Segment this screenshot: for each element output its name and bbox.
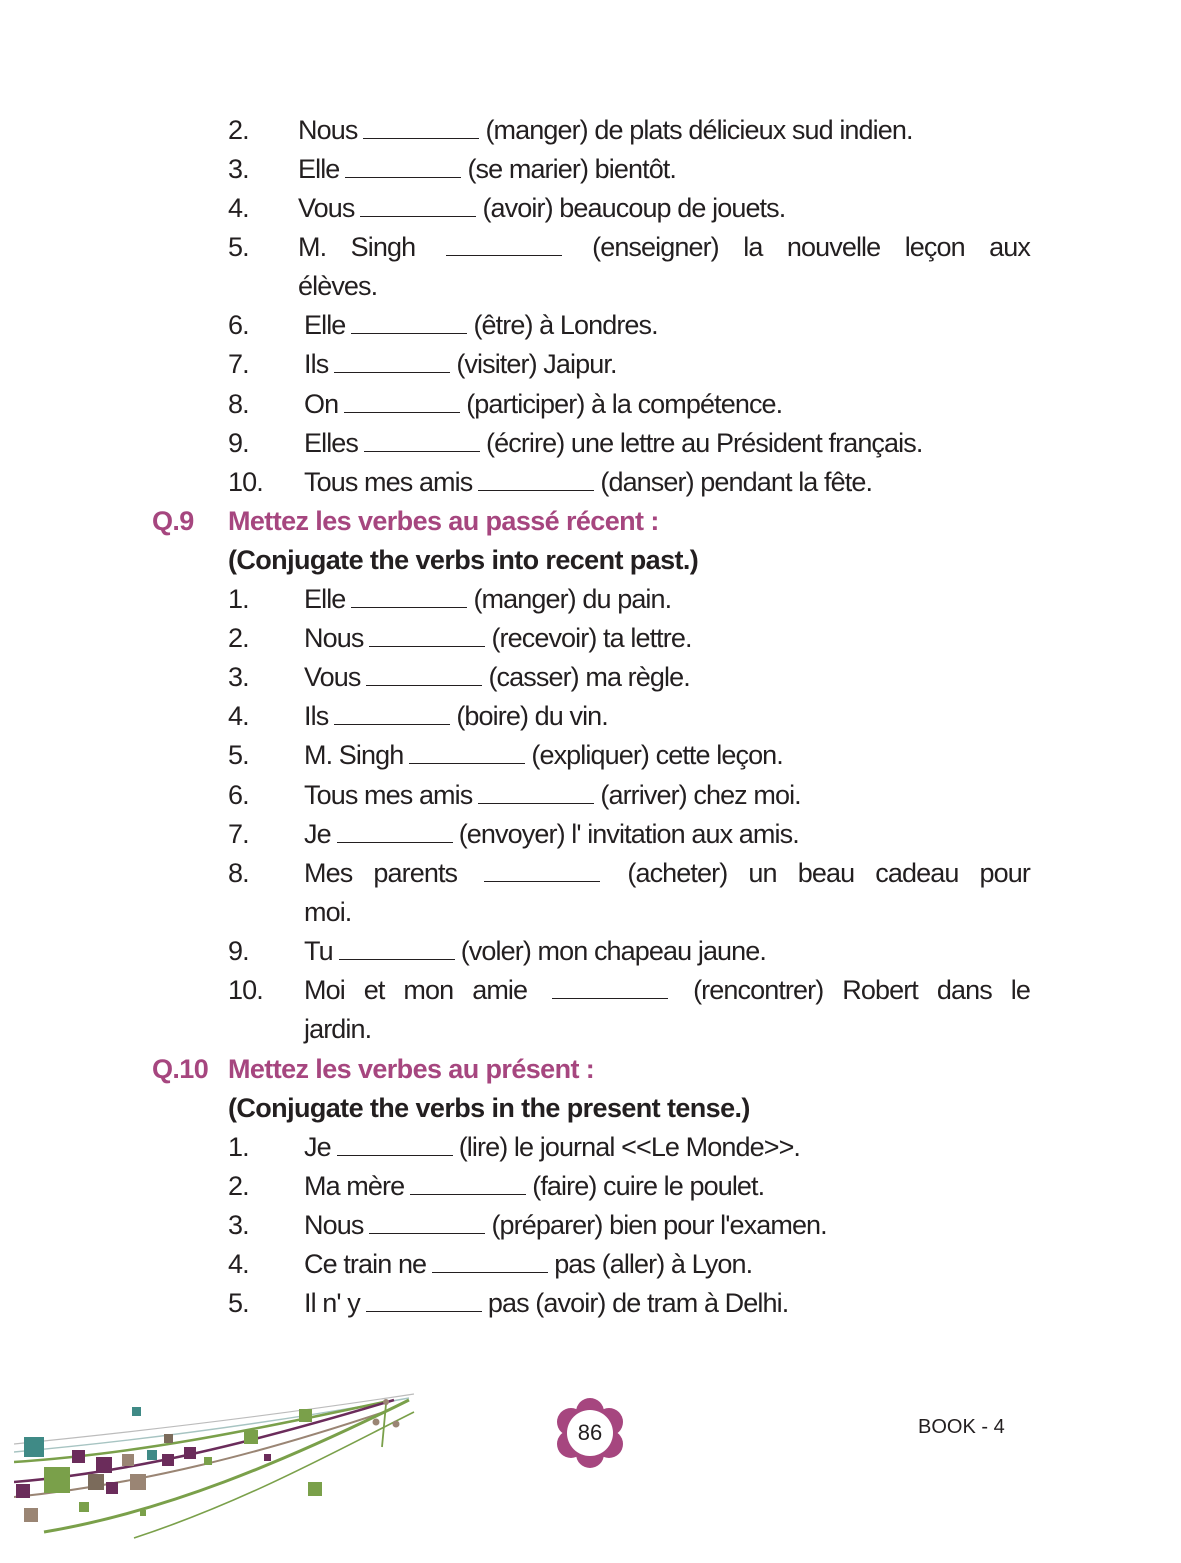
list-item (228, 776, 1030, 815)
item-number: 2. (228, 115, 249, 145)
page-number: 86 (577, 1420, 603, 1445)
answer-blank[interactable] (366, 659, 482, 686)
question-number: Q.9 (152, 506, 194, 536)
answer-blank[interactable] (369, 620, 485, 647)
item-rest: (expliquer) cette leçon. (531, 740, 783, 770)
item-subject: Ils (304, 349, 329, 379)
list-item (228, 932, 1030, 971)
item-subject: Vous (298, 193, 355, 223)
item-rest: (manger) du pain. (473, 584, 672, 614)
answer-blank[interactable] (364, 425, 480, 452)
item-rest: (boire) du vin. (456, 701, 608, 731)
item-subject: Ma mère (304, 1171, 405, 1201)
item-number: 10. (228, 975, 263, 1005)
item-rest: (danser) pendant la fête. (600, 467, 873, 497)
item-continuation: élèves. (298, 271, 378, 301)
item-subject: Je (304, 819, 331, 849)
list-item (228, 189, 1030, 228)
list-item (228, 1167, 1030, 1206)
answer-blank[interactable] (432, 1246, 548, 1273)
answer-blank[interactable] (369, 1207, 485, 1234)
answer-blank[interactable] (552, 972, 668, 999)
list-item (228, 150, 1030, 189)
answer-blank[interactable] (446, 229, 562, 256)
item-subject: M. Singh (304, 740, 404, 770)
item-subject: Tous mes amis (304, 467, 473, 497)
justified-line (304, 971, 1030, 1010)
item-number: 5. (228, 232, 249, 262)
answer-blank[interactable] (337, 816, 453, 843)
item-subject: Nous (298, 115, 358, 145)
item-rest: (participer) à la compétence. (466, 389, 783, 419)
list-item (228, 658, 1030, 697)
question-title: Mettez les verbes au présent : (228, 1054, 595, 1084)
item-subject: Vous (304, 662, 361, 692)
item-number: 8. (228, 389, 249, 419)
item-number: 4. (228, 193, 249, 223)
item-number: 7. (228, 349, 249, 379)
item-rest: (écrire) une lettre au Président français. (486, 428, 923, 458)
item-number: 3. (228, 662, 249, 692)
item-number: 7. (228, 819, 249, 849)
item-number: 6. (228, 310, 249, 340)
answer-blank[interactable] (339, 933, 455, 960)
item-rest: (acheter) un beau cadeau pour (627, 858, 1030, 888)
item-number: 8. (228, 858, 249, 888)
item-number: 2. (228, 623, 249, 653)
item-rest: (manger) de plats délicieux sud indien. (485, 115, 913, 145)
answer-blank[interactable] (344, 386, 460, 413)
item-subject: Elle (298, 154, 340, 184)
item-subject: Tu (304, 936, 333, 966)
item-subject: Nous (304, 623, 364, 653)
item-number: 6. (228, 780, 249, 810)
list-item (228, 736, 1030, 775)
item-number: 1. (228, 1132, 249, 1162)
list-item (228, 697, 1030, 736)
item-subject: On (304, 389, 339, 419)
item-subject: Je (304, 1132, 331, 1162)
item-subject: Moi et mon amie (304, 975, 528, 1005)
question-title: Mettez les verbes au passé récent : (228, 506, 659, 536)
answer-blank[interactable] (337, 1129, 453, 1156)
list-item (228, 345, 1030, 384)
list-item (228, 580, 1030, 619)
item-continuation: moi. (304, 897, 352, 927)
item-rest: (enseigner) la nouvelle leçon aux (592, 232, 1031, 262)
decorative-swirl-icon (14, 1392, 424, 1542)
item-subject: Nous (304, 1210, 364, 1240)
list-item (228, 1284, 1030, 1323)
item-number: 5. (228, 740, 249, 770)
list-item (228, 1128, 1030, 1167)
item-rest: (lire) le journal <<Le Monde>>. (458, 1132, 801, 1162)
list-item (228, 385, 1030, 424)
item-rest: (avoir) beaucoup de jouets. (482, 193, 786, 223)
item-rest: (casser) ma règle. (488, 662, 690, 692)
item-subject: Tous mes amis (304, 780, 473, 810)
item-rest: (être) à Londres. (473, 310, 658, 340)
item-rest: (arriver) chez moi. (600, 780, 801, 810)
question-subtitle: (Conjugate the verbs into recent past.) (228, 545, 699, 575)
answer-blank[interactable] (410, 1168, 526, 1195)
list-item (228, 854, 1030, 893)
list-item (228, 228, 1030, 267)
item-rest: (rencontrer) Robert dans le (693, 975, 1030, 1005)
question-number: Q.10 (152, 1054, 209, 1084)
answer-blank[interactable] (363, 112, 479, 139)
question-heading-q10 (152, 1050, 852, 1089)
item-subject: Mes parents (304, 858, 458, 888)
item-rest: (envoyer) l' invitation aux amis. (458, 819, 799, 849)
question-subtitle: (Conjugate the verbs in the present tense.) (228, 1093, 750, 1123)
list-item (228, 424, 1030, 463)
item-number: 4. (228, 701, 249, 731)
answer-blank[interactable] (409, 737, 525, 764)
book-label: BOOK - 4 (918, 1416, 1005, 1438)
item-number: 2. (228, 1171, 249, 1201)
answer-blank[interactable] (366, 1285, 482, 1312)
answer-blank[interactable] (360, 190, 476, 217)
item-number: 1. (228, 584, 249, 614)
item-number: 9. (228, 936, 249, 966)
question-heading-q9 (152, 502, 852, 541)
answer-blank[interactable] (484, 855, 600, 882)
answer-blank[interactable] (351, 307, 467, 334)
justified-line (298, 228, 1030, 267)
item-number: 3. (228, 1210, 249, 1240)
item-rest: (se marier) bientôt. (467, 154, 677, 184)
item-subject: Il n' y (304, 1288, 360, 1318)
answer-blank[interactable] (334, 346, 450, 373)
item-subject: M. Singh (298, 232, 416, 262)
answer-blank[interactable] (478, 777, 594, 804)
item-number: 5. (228, 1288, 249, 1318)
list-item (228, 971, 1030, 1010)
item-continuation: jardin. (304, 1014, 372, 1044)
list-item (228, 306, 1030, 345)
item-subject: Elle (304, 310, 346, 340)
page-number-badge (553, 1398, 627, 1468)
answer-blank[interactable] (478, 464, 594, 491)
item-rest: pas (avoir) de tram à Delhi. (487, 1288, 789, 1318)
item-rest: (recevoir) ta lettre. (491, 623, 692, 653)
item-subject: Ce train ne (304, 1249, 427, 1279)
answer-blank[interactable] (334, 698, 450, 725)
item-rest: (préparer) bien pour l'examen. (491, 1210, 827, 1240)
answer-blank[interactable] (351, 581, 467, 608)
item-number: 4. (228, 1249, 249, 1279)
item-subject: Elles (304, 428, 359, 458)
item-rest: (faire) cuire le poulet. (532, 1171, 765, 1201)
item-rest: (visiter) Jaipur. (456, 349, 617, 379)
list-item (228, 111, 1030, 150)
item-rest: pas (aller) à Lyon. (554, 1249, 753, 1279)
list-item (228, 463, 1030, 502)
list-item (228, 1245, 1030, 1284)
item-subject: Elle (304, 584, 346, 614)
item-number: 10. (228, 467, 263, 497)
list-item (228, 815, 1030, 854)
answer-blank[interactable] (345, 151, 461, 178)
list-item (228, 1206, 1030, 1245)
list-item (228, 619, 1030, 658)
item-rest: (voler) mon chapeau jaune. (460, 936, 767, 966)
item-subject: Ils (304, 701, 329, 731)
item-number: 3. (228, 154, 249, 184)
item-number: 9. (228, 428, 249, 458)
justified-line (304, 854, 1030, 893)
